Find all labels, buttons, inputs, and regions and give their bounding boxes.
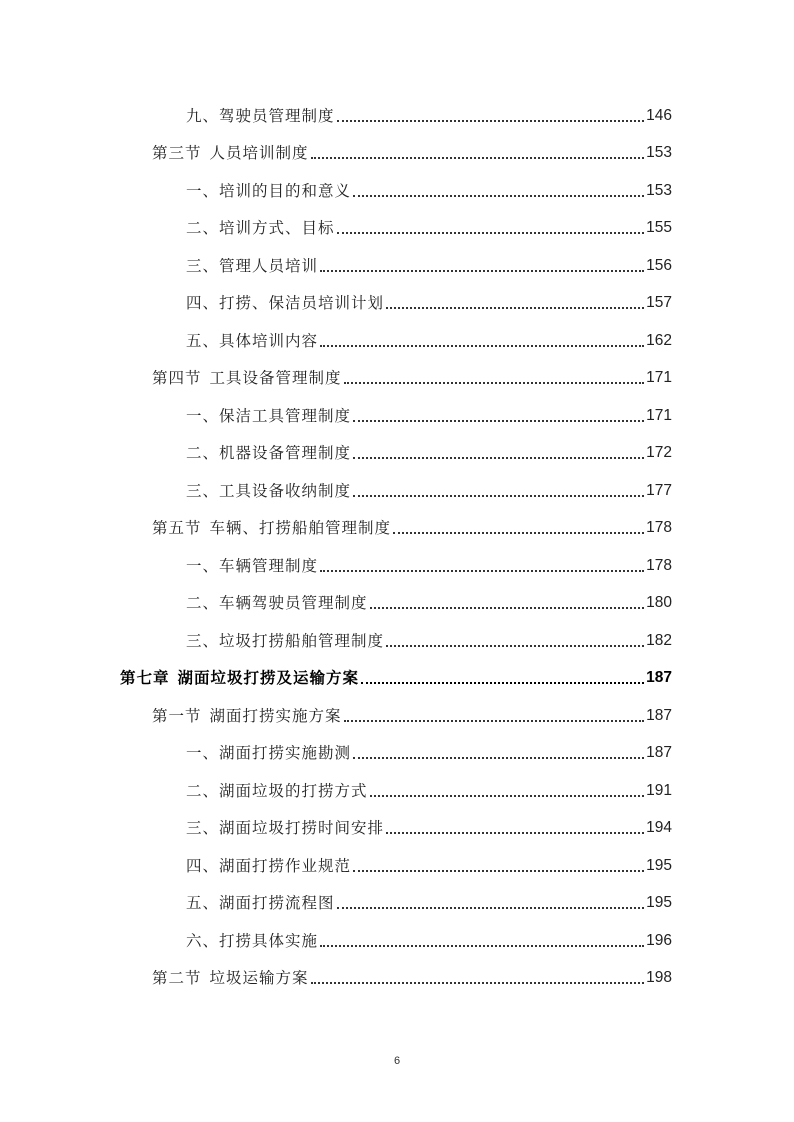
dot-leader — [393, 524, 644, 534]
toc-entry-label: 一、保洁工具管理制度 — [186, 407, 352, 425]
toc-entry[interactable] — [152, 964, 672, 988]
toc-entry[interactable] — [152, 514, 672, 538]
dot-leader — [370, 787, 645, 797]
dot-leader — [353, 187, 644, 197]
toc-entry-page: 172 — [646, 444, 672, 461]
toc-entry[interactable] — [186, 889, 672, 913]
toc-entry-page: 162 — [646, 332, 672, 349]
toc-entry-label: 五、湖面打捞流程图 — [186, 894, 335, 912]
toc-entry-page: 182 — [646, 632, 672, 649]
dot-leader — [320, 562, 644, 572]
toc-entry-label: 四、打捞、保洁员培训计划 — [186, 294, 385, 312]
toc-entry-label: 二、车辆驾驶员管理制度 — [186, 594, 368, 612]
toc-entry-page: 177 — [646, 482, 672, 499]
dot-leader — [337, 224, 645, 234]
toc-entry-number: 第三节 — [152, 144, 202, 162]
toc-entry[interactable] — [186, 814, 672, 838]
toc-entry-label: 三、工具设备收纳制度 — [186, 482, 352, 500]
toc-entry-page: 153 — [646, 144, 672, 161]
toc-entry-label: 五、具体培训内容 — [186, 332, 319, 350]
dot-leader — [344, 712, 645, 722]
toc-entry-number: 第五节 — [152, 519, 202, 537]
toc-entry-page: 178 — [646, 519, 672, 536]
toc-entry-page: 157 — [646, 294, 672, 311]
toc-entry-label: 九、驾驶员管理制度 — [186, 107, 335, 125]
toc-entry-label: 三、湖面垃圾打捞时间安排 — [186, 819, 385, 837]
toc-entry-page: 191 — [646, 782, 672, 799]
dot-leader — [311, 149, 645, 159]
dot-leader — [386, 637, 644, 647]
toc-entry[interactable] — [186, 552, 672, 576]
toc-entry[interactable] — [186, 327, 672, 351]
toc-entry[interactable] — [186, 439, 672, 463]
toc-entry-label: 工具设备管理制度 — [209, 369, 342, 387]
dot-leader — [353, 749, 644, 759]
toc-entry-page: 195 — [646, 894, 672, 911]
dot-leader — [344, 374, 645, 384]
toc-entry-number: 第四节 — [152, 369, 202, 387]
dot-leader — [353, 449, 644, 459]
toc-entry[interactable] — [186, 739, 672, 763]
toc-entry-page: 198 — [646, 969, 672, 986]
toc-entry-page: 187 — [646, 669, 672, 686]
toc-entry-label: 三、管理人员培训 — [186, 257, 319, 275]
toc-entry-number: 第一节 — [152, 707, 202, 725]
toc-entry[interactable] — [186, 214, 672, 238]
toc-entry-page: 187 — [646, 744, 672, 761]
toc-entry[interactable] — [186, 102, 672, 126]
toc-entry-label: 二、培训方式、目标 — [186, 219, 335, 237]
toc-entry-label: 湖面垃圾打捞及运输方案 — [177, 669, 360, 687]
toc-entry[interactable] — [186, 177, 672, 201]
toc-entry[interactable] — [186, 852, 672, 876]
dot-leader — [361, 674, 644, 684]
toc-entry[interactable] — [186, 252, 672, 276]
toc-entry-label: 六、打捞具体实施 — [186, 932, 319, 950]
toc-entry-label: 湖面打捞实施方案 — [209, 707, 342, 725]
toc-entry-page: 171 — [646, 369, 672, 386]
toc-entry[interactable] — [152, 139, 672, 163]
toc-entry-label: 二、机器设备管理制度 — [186, 444, 352, 462]
toc-entry-page: 146 — [646, 107, 672, 124]
toc-entry[interactable] — [186, 627, 672, 651]
dot-leader — [370, 599, 645, 609]
toc-entry-number: 第七章 — [120, 669, 170, 687]
toc-entry[interactable] — [186, 589, 672, 613]
toc-entry-page: 195 — [646, 857, 672, 874]
toc-entry-page: 153 — [646, 182, 672, 199]
toc-entry-label: 二、湖面垃圾的打捞方式 — [186, 782, 368, 800]
dot-leader — [353, 412, 644, 422]
toc-entry-label: 四、湖面打捞作业规范 — [186, 857, 352, 875]
toc-entry[interactable] — [186, 477, 672, 501]
dot-leader — [337, 112, 645, 122]
dot-leader — [320, 262, 644, 272]
toc-entry-label: 人员培训制度 — [209, 144, 309, 162]
dot-leader — [320, 337, 644, 347]
toc-entry-label: 一、培训的目的和意义 — [186, 182, 352, 200]
toc-entry-label: 一、湖面打捞实施勘测 — [186, 744, 352, 762]
toc-entry-page: 196 — [646, 932, 672, 949]
toc-entry[interactable] — [186, 777, 672, 801]
toc-entry-page: 155 — [646, 219, 672, 236]
toc-entry-number: 第二节 — [152, 969, 202, 987]
dot-leader — [311, 974, 645, 984]
dot-leader — [337, 899, 645, 909]
toc-entry-page: 156 — [646, 257, 672, 274]
toc-entry-label: 三、垃圾打捞船舶管理制度 — [186, 632, 385, 650]
dot-leader — [353, 862, 644, 872]
toc-entry-label: 车辆、打捞船舶管理制度 — [209, 519, 392, 537]
toc-entry[interactable] — [186, 289, 672, 313]
dot-leader — [386, 824, 644, 834]
toc-entry[interactable] — [152, 702, 672, 726]
toc-entry-label: 一、车辆管理制度 — [186, 557, 319, 575]
toc-chapter-entry[interactable] — [120, 664, 672, 688]
page-number: 6 — [393, 1055, 401, 1067]
toc-entry[interactable] — [152, 364, 672, 388]
dot-leader — [353, 487, 644, 497]
dot-leader — [386, 299, 644, 309]
toc-entry-page: 194 — [646, 819, 672, 836]
dot-leader — [320, 937, 644, 947]
toc-entry[interactable] — [186, 927, 672, 951]
toc-entry-page: 187 — [646, 707, 672, 724]
toc-entry-page: 171 — [646, 407, 672, 424]
toc-entry-page: 178 — [646, 557, 672, 574]
toc-entry[interactable] — [186, 402, 672, 426]
toc-entry-page: 180 — [646, 594, 672, 611]
toc-entry-label: 垃圾运输方案 — [209, 969, 309, 987]
